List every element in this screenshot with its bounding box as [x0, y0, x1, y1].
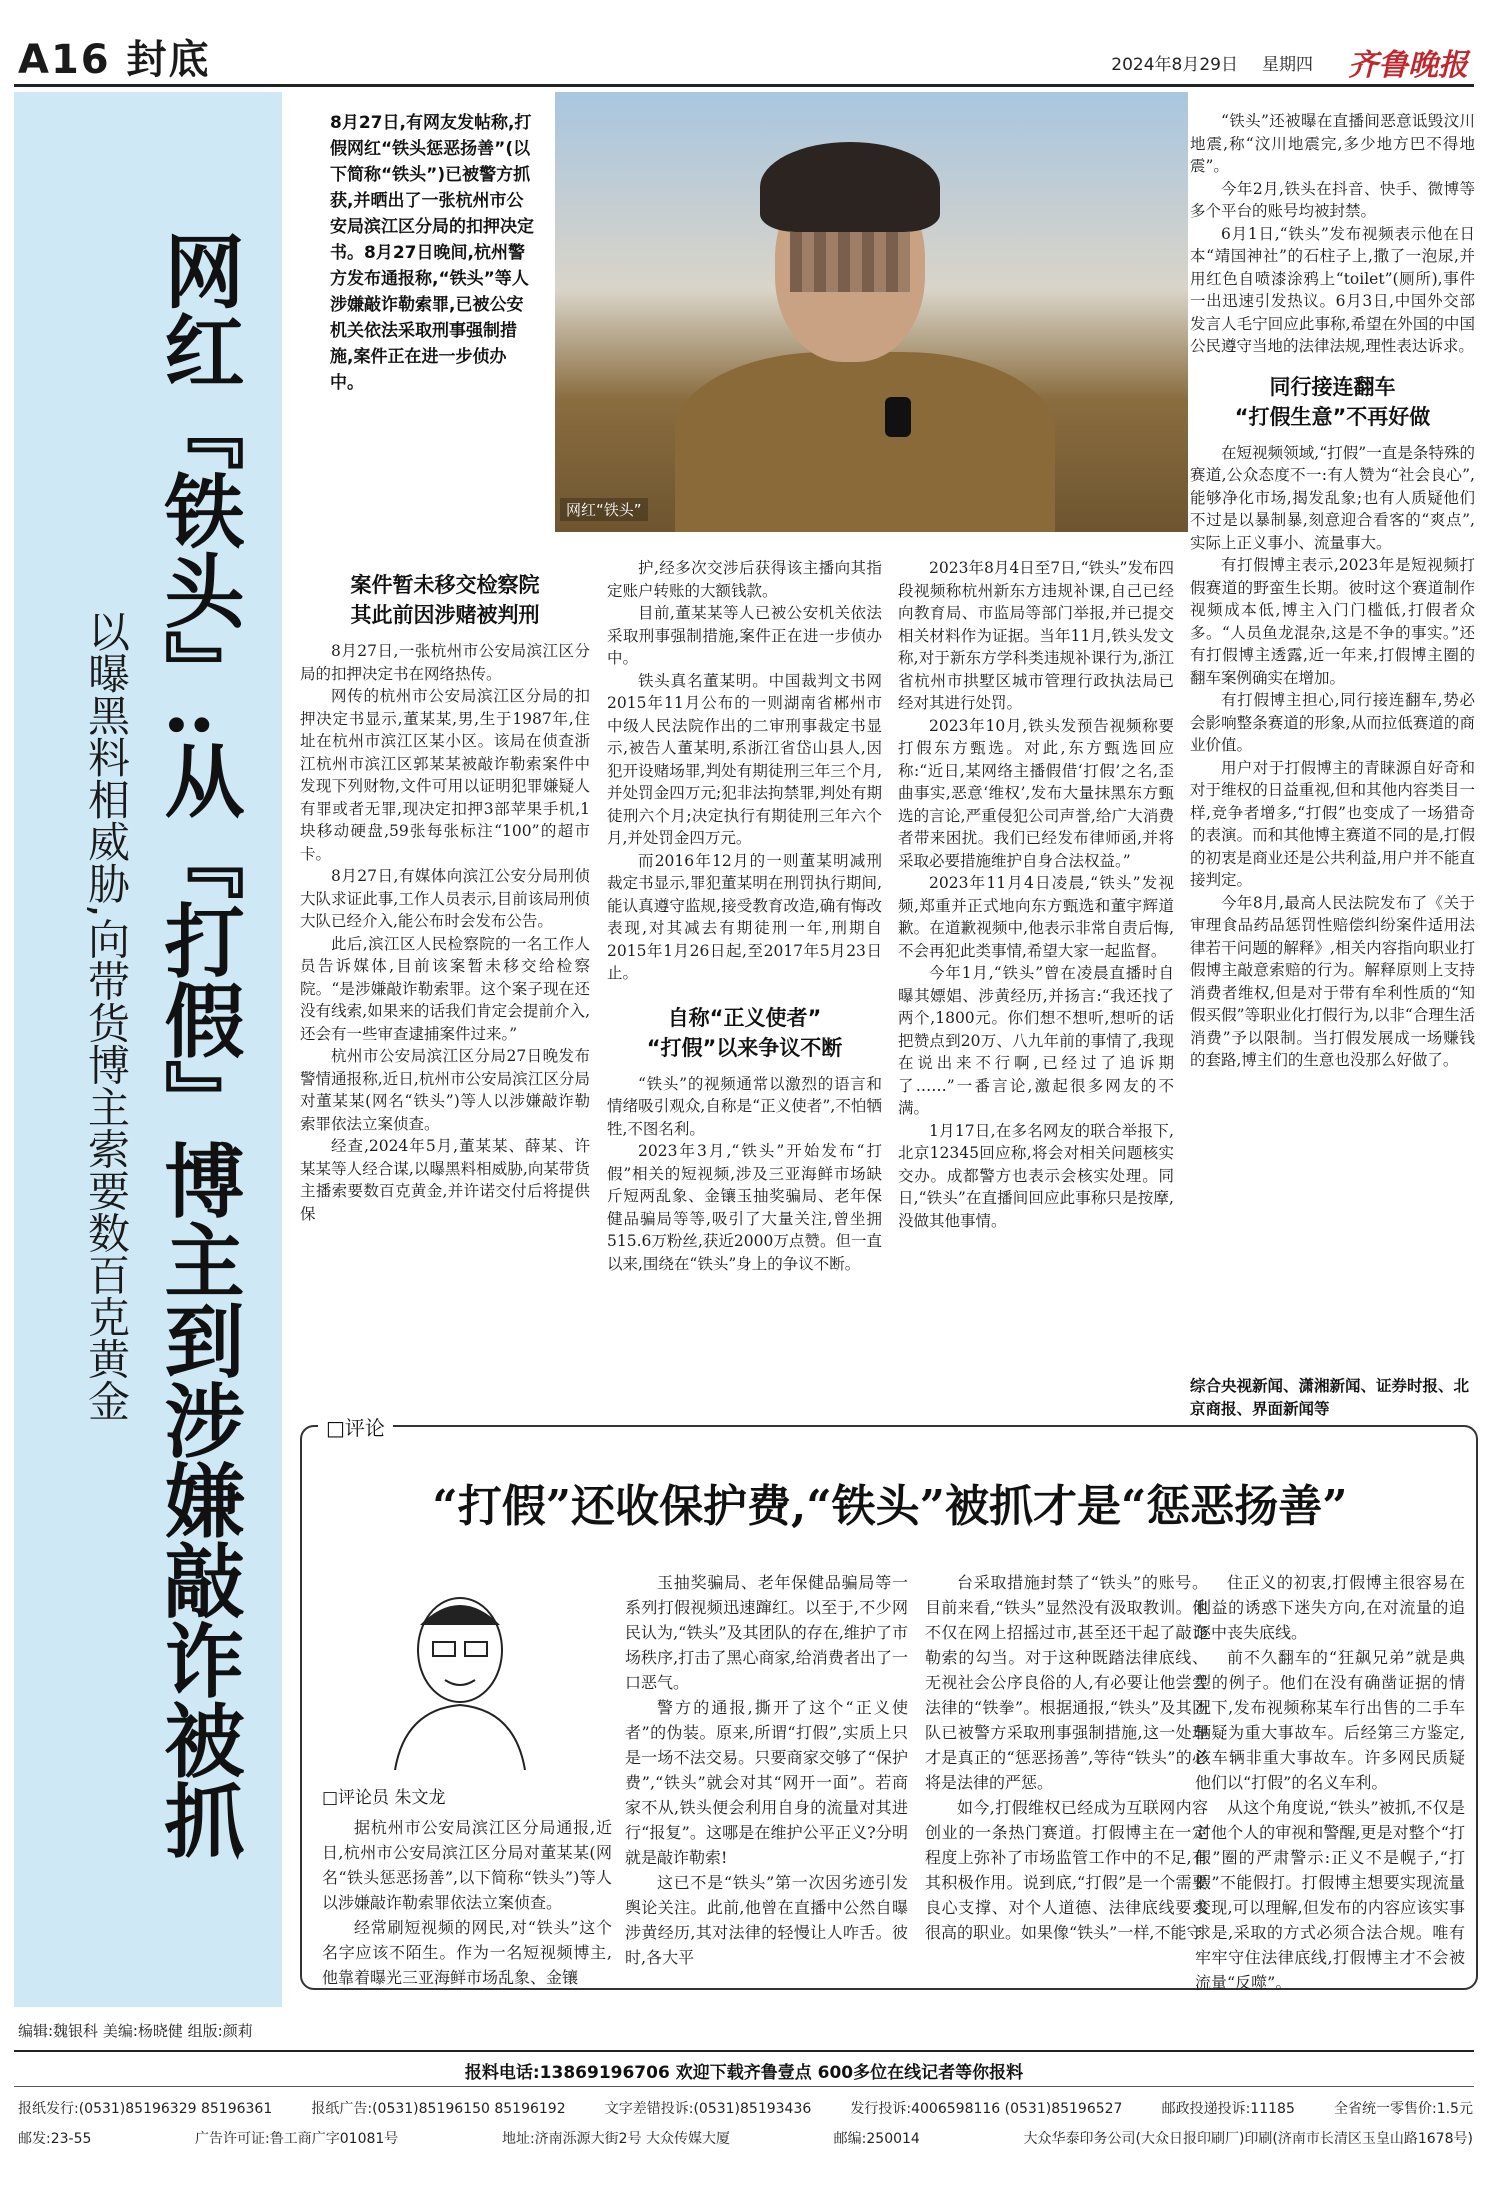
paragraph: 用户对于打假博主的青睐源自好奇和对于维权的日益重视,但和其他内容类目一样,竞争者增多,“打假”也变成了一场猎奇的表演。而和其他博主赛道不同的是,打假的初衷是商业还是公共利益,用户并不能直接判定。	[1190, 758, 1475, 889]
column-body	[1190, 442, 1475, 1072]
paragraph: 经查,2024年5月,董某某、薛某、许某某等人经合谋,以曝黑料相威胁,向某带货主播索要数百克黄金,并许诺交付后将提供保	[300, 1137, 590, 1223]
paragraph: 今年8月,最高人民法院发布了《关于审理食品药品惩罚性赔偿纠纷案件适用法律若干问题的解释》,相关内容指向职业打假博主敲意索赔的行为。解释原则上支持消费者维权,但是对于带有牟利性质的“知假买假”等职业化打假行为,以非“合理生活消费”予以限制。当打假发展成一场赚钱的套路,博主们的生意也没那么好做了。	[1190, 893, 1475, 1069]
paragraph: 此后,滨江区人民检察院的一名工作人员告诉媒体,目前该案暂未移交给检察院。“是涉嫌敲诈勒索罪。这个案子现在还没有线索,如果来的话我们肯定会提前介入,还会有一些审查逮捕案件过来。”	[300, 934, 590, 1043]
footer-contacts-row-1	[18, 2098, 1473, 2118]
paragraph: 有打假博主担心,同行接连翻车,势必会影响整条赛道的形象,从而拉低赛道的商业价值。	[1190, 691, 1475, 754]
photo-shirt	[675, 352, 1055, 532]
paragraph: 有打假博主表示,2023年是短视频打假赛道的野蛮生长期。彼时这个赛道制作视频成本低,博主入门门槛低,打假者众多。“人员鱼龙混杂,这是不争的事实。”还有打假博主透露,近一年来,打假博主圈的翻车案例确实在增加。	[1190, 556, 1475, 687]
footer-contacts-row-2	[18, 2128, 1473, 2148]
issue-date: 2024年8月29日	[1111, 55, 1238, 75]
paragraph: 铁头真名董某明。中国裁判文书网2015年11月公布的一则湖南省郴州市中级人民法院作出的二审刑事裁定书显示,被告人董某明,系浙江省岱山县人,因犯开设赌场罪,判处有期徒刑三年三个月,并处罚金四万元;犯非法拘禁罪,判处有期徒刑六个月;决定执行有期徒刑三年六个月,并处罚金四万元。	[607, 671, 882, 847]
source-credit: 综合央视新闻、潇湘新闻、证券时报、北京商报、界面新闻等	[1190, 1377, 1470, 1418]
page-number: A16 封底	[18, 37, 211, 83]
paragraph: 台采取措施封禁了“铁头”的账号。目前来看,“铁头”显然没有汲取教训。他不仅在网上招摇过市,甚至还干起了敲诈勒索的勾当。对于这种既踏法律底线、无视社会公序良俗的人,有必要让他尝尝法律的“铁拳”。根据通报,“铁头”及其团队已被警方采取刑事强制措施,这一处理才是真正的“惩恶扬善”,等待“铁头”的必将是法律的严惩。	[925, 1573, 1208, 1792]
footer-rule	[14, 2050, 1474, 2052]
author-portrait-icon	[375, 1580, 545, 1770]
paragraph: 护,经多次交涉后获得该主播向其指定账户转账的大额钱款。	[607, 559, 882, 600]
article-column-2	[607, 557, 882, 1275]
footer-item: 邮编:250014	[833, 2131, 920, 2147]
column-body	[607, 557, 882, 985]
headline-deck: 以曝黑料相威胁,向带货博主索要数百克黄金	[82, 610, 131, 1422]
photo-mosaic	[790, 232, 910, 292]
main-headline: 网红『铁头』:从『打假』博主到涉嫌敲诈被抓	[151, 230, 245, 1860]
footer-item: 大众华泰印务公司(大众日报印刷厂)印刷(济南市长清区玉皇山路1678号)	[1023, 2131, 1473, 2147]
footer-item: 地址:济南泺源大街2号 大众传媒大厦	[501, 2131, 731, 2147]
paragraph: 1月17日,在多名网友的联合举报下,北京12345回应称,将会对相关问题核实交办。成都警方也表示会核实处理。同日,“铁头”在直播间回应此事称只是按摩,没做其他事情。	[898, 1121, 1174, 1230]
footer-item: 报纸发行:(0531)85196329 85196361	[18, 2101, 273, 2117]
subheading: 案件暂未移交检察院 其此前因涉赌被判刑	[350, 573, 540, 627]
paragraph: 杭州市公安局滨江区分局27日晚发布警情通报称,近日,杭州市公安局滨江区分局对董某某(网名“铁头”)等人以涉嫌敲诈勒索罪依法立案侦查。	[300, 1047, 590, 1133]
paragraph: 前不久翻车的“狂飙兄弟”就是典型的例子。他们在没有确凿证据的情况下,发布视频称某车行出售的二手车辆疑为重大事故车。后经第三方鉴定,该车辆非重大事故车。许多网民质疑他们以“打假”的名义车利。	[1195, 1648, 1465, 1792]
paragraph: “铁头”的视频通常以激烈的语言和情绪吸引观众,自称是“正义使者”,不怕牺牲,不图名利。	[607, 1074, 882, 1138]
paragraph: 玉抽奖骗局、老年保健品骗局等一系列打假视频迅速蹿红。以至于,不少网民认为,“铁头”及其团队的存在,维护了市场秩序,打击了黑心商家,给消费者出了一口恶气。	[625, 1573, 908, 1692]
footer-item: 文字差错投诉:(0531)85193436	[604, 2101, 812, 2117]
footer-item: 邮发:23-55	[18, 2131, 92, 2147]
paragraph: 这已不是“铁头”第一次因劣迹引发舆论关注。此前,他曾在直播中公然自曝涉黄经历,其对法律的轻慢让人咋舌。彼时,各大平	[625, 1873, 908, 1967]
news-photo	[555, 92, 1188, 532]
newspaper-logo: 齐鲁晚报	[1348, 48, 1468, 83]
commentary-tag: □评论	[318, 1412, 393, 1441]
paragraph: 住正义的初衷,打假博主很容易在利益的诱惑下迷失方向,在对流量的追逐中丧失底线。	[1195, 1573, 1465, 1642]
commentary-byline: □评论员 朱文龙	[322, 1788, 446, 1808]
footer-item: 邮政投递投诉:11185	[1161, 2101, 1295, 2117]
paragraph: 目前,董某某等人已被公安机关依法采取刑事强制措施,案件正在进一步侦办中。	[607, 604, 882, 667]
issue-weekday: 星期四	[1262, 55, 1313, 75]
footer-item: 报纸广告:(0531)85196150 85196192	[311, 2101, 566, 2117]
paragraph: 今年1月,“铁头”曾在凌晨直播时自曝其嫖娼、涉黄经历,并扬言:“我还找了两个,1800元。你们想不想听,想听的话把赞点到20万、八九年前的事情了,我现在说出来不行啊,已经过了追诉期了……”一番言论,激起很多网友的不满。	[898, 964, 1174, 1117]
paragraph: 8月27日,一张杭州市公安局滨江区分局的扣押决定书在网络热传。	[300, 642, 590, 683]
footer-item: 广告许可证:鲁工商广字01081号	[195, 2131, 399, 2147]
paragraph: 今年2月,铁头在抖音、快手、微博等多个平台的账号均被封禁。	[1190, 179, 1475, 220]
column-body	[607, 1073, 882, 1276]
editor-credits: 编辑:魏银科 美编:杨晓健 组版:颜莉	[18, 2022, 253, 2040]
masthead-rule	[14, 84, 1474, 87]
commentary-column-3	[925, 1570, 1208, 1945]
column-body	[300, 640, 590, 1225]
lead-paragraph: 8月27日,有网友发帖称,打假网红“铁头惩恶扬善”(以下简称“铁头”)已被警方抓获,并晒出了一张杭州市公安局滨江区分局的扣押决定书。8月27日晚间,杭州警方发布通报称,“铁头”等人涉嫌敲诈勒索罪,已被公安机关依法采取刑事强制措施,案件正在进一步侦办中。	[330, 113, 534, 393]
subheading: 自称“正义使者” “打假”以来争议不断	[646, 1005, 843, 1060]
photo-hair	[760, 142, 940, 232]
paragraph: 据杭州市公安局滨江区分局通报,近日,杭州市公安局滨江区分局对董某某(网名“铁头惩恶扬善”,以下简称“铁头”)等人以涉嫌敲诈勒索罪依法立案侦查。	[322, 1818, 612, 1912]
paragraph: 8月27日,有媒体向滨江公安分局刑侦大队求证此事,工作人员表示,目前该局刑侦大队已经介入,能公布时会发布公告。	[300, 867, 590, 930]
paragraph: 从这个角度说,“铁头”被抓,不仅是对他个人的审视和警醒,更是对整个“打假”圈的严肃警示:正义不是幌子,“打假”不能假打。打假博主想要实现流量变现,可以理解,但发布的内容应该实事求是,采取的方式必须合法合规。唯有牢牢守住法律底线,打假博主才不会被流量“反噬”。	[1195, 1798, 1465, 1992]
tip-hotline: 报料电话:13869196706 欢迎下载齐鲁壹点 600多位在线记者等你报料	[464, 2063, 1024, 2083]
paragraph: 在短视频领域,“打假”一直是条特殊的赛道,公众态度不一:有人赞为“社会良心”,能够净化市场,揭发乱象;也有人质疑他们不过是以暴制暴,刻意迎合看客的“爽点”,实际上正义事小、流量事大。	[1190, 443, 1475, 552]
paragraph: 2023年10月,铁头发预告视频称要打假东方甄选。对此,东方甄选回应称:“近日,某网络主播假借‘打假’之名,歪曲事实,恶意‘维权’,发布大量抹黑东方甄选的言论,严重侵犯公司声誉,给广大消费者带来困扰。我们已经发布律师函,并将采取必要措施维护自身合法权益。”	[898, 716, 1174, 870]
paragraph: 而2016年12月的一则董某明减刑裁定书显示,罪犯董某明在刑罚执行期间,能认真遵守监规,接受教育改造,确有悔改表现,对其减去有期徒刑一年,刑期自2015年1月26日起,至2017年5月23日止。	[607, 851, 882, 982]
paragraph: 网传的杭州市公安局滨江区分局的扣押决定书显示,董某某,男,生于1987年,住址在杭州市滨江区某小区。该局在侦查浙江杭州市滨江区郭某某被敲诈勒索案件中发现下列财物,文件可用以证明犯罪嫌疑人有罪或者无罪,现决定扣押3部苹果手机,1块移动硬盘,59张每张标注“100”的超市卡。	[300, 687, 590, 863]
footer-item: 全省统一零售价:1.5元	[1333, 2101, 1473, 2117]
paragraph: “铁头”还被曝在直播间恶意诋毁汶川地震,称“汶川地震完,多少地方巴不得地震”。	[1190, 112, 1475, 175]
commentary-column-1	[322, 1815, 612, 1990]
footer-item: 发行投诉:4006598116 (0531)85196527	[850, 2101, 1123, 2117]
paragraph: 2023年11月4日凌晨,“铁头”发视频,郑重并正式地向东方甄选和董宇辉道歉。在道歉视频中,他表示非常自责后悔,不会再犯此类事情,希望大家一起监督。	[898, 874, 1174, 960]
subheading: 同行接连翻车 “打假生意”不再好做	[1234, 374, 1431, 429]
commentary-column-2	[625, 1570, 908, 1970]
photo-caption: 网红“铁头”	[560, 498, 648, 521]
column-body	[1190, 110, 1475, 358]
commentary-column-4	[1195, 1570, 1465, 1995]
article-column-3	[898, 557, 1174, 1232]
article-column-1	[300, 570, 590, 1225]
column-body	[898, 557, 1174, 1232]
paragraph: 6月1日,“铁头”发布视频表示他在日本“靖国神社”的石柱子上,撒了一泡尿,并用红色自喷漆涂鸦上“toilet”(厕所),事件一出迅速引发热议。6月3日,中国外交部发言人毛宁回应此事称,希望在外国的中国公民遵守当地的法律法规,理性表达诉求。	[1190, 224, 1475, 355]
paragraph: 警方的通报,撕开了这个“正义使者”的伪装。原来,所谓“打假”,实质上只是一场不法交易。只要商家交够了“保护费”,“铁头”就会对其“网开一面”。若商家不从,铁头便会利用自身的流量对其进行“报复”。这哪是在维护公平正义?分明就是敲诈勒索!	[625, 1698, 908, 1867]
paragraph: 2023年3月,“铁头”开始发布“打假”相关的短视频,涉及三亚海鲜市场缺斤短两乱象、金镶玉抽奖骗局、老年保健品骗局等等,吸引了大量关注,曾坐拥515.6万粉丝,获近2000万点赞。但一直以来,围绕在“铁头”身上的争议不断。	[607, 1142, 882, 1273]
commentary-title: “打假”还收保护费,“铁头”被抓才是“惩恶扬善”	[432, 1481, 1348, 1532]
footer-rule-thin	[14, 2086, 1474, 2087]
article-column-4	[1190, 110, 1475, 1072]
photo-microphone	[885, 397, 911, 437]
paragraph: 2023年8月4日至7日,“铁头”发布四段视频称杭州新东方违规补课,自己已经向教育局、市监局等部门举报,并已提交相关材料作为证据。当年11月,铁头发文称,对于新东方学科类违规补课行为,浙江省杭州市拱墅区城市管理行政执法局已经对其进行处罚。	[898, 559, 1174, 712]
paragraph: 如今,打假维权已经成为互联网内容创业的一条热门赛道。打假博主在一定程度上弥补了市场监管工作中的不足,有其积极作用。说到底,“打假”是一个需要良心支撑、对个人道德、法律底线要求很高的职业。如果像“铁头”一样,不能守	[925, 1798, 1208, 1942]
paragraph: 经常刷短视频的网民,对“铁头”这个名字应该不陌生。作为一名短视频博主,他靠着曝光三亚海鲜市场乱象、金镶	[322, 1918, 612, 1987]
